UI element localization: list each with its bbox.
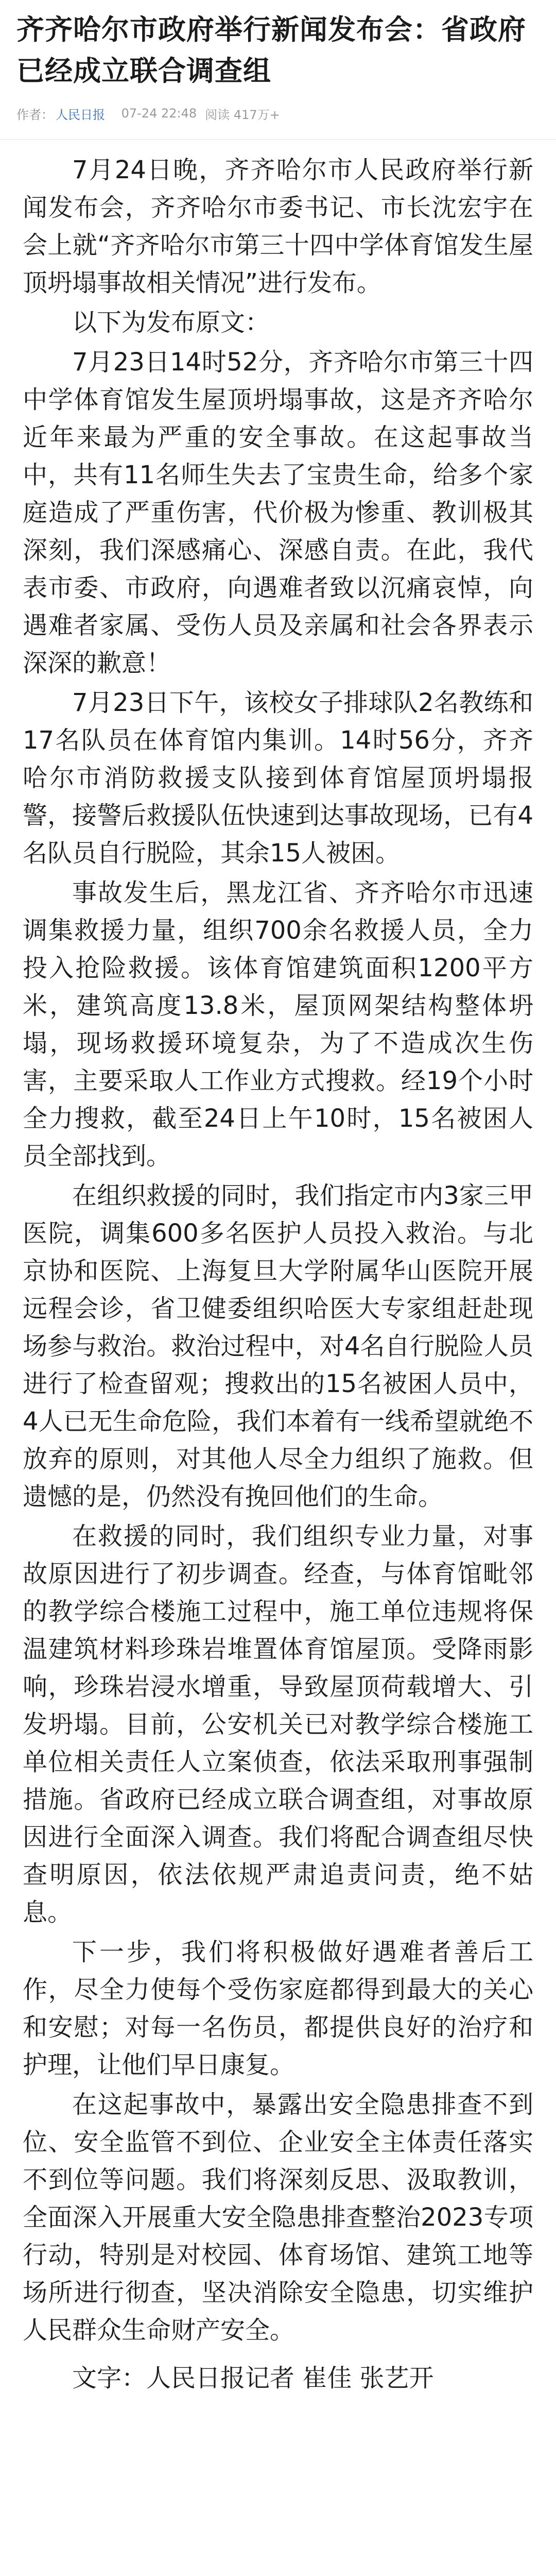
article-title: 齐齐哈尔市政府举行新闻发布会：省政府已经成立联合调查组: [16, 13, 526, 87]
paragraph-4: 7月23日下午，该校女子排球队2名教练和17名队员在体育馆内集训。14时56分，齐齐哈尔市消防救援支队接到体育馆屋顶坍塌报警，接警后救援队伍快速到达事故现场，已有4名队员自行脱险，其余15人被困。: [23, 688, 533, 868]
paragraph-7: 在救援的同时，我们组织专业力量，对事故原因进行了初步调查。经查，与体育馆毗邻的教学综合楼施工过程中，施工单位违规将保温建筑材料珍珠岩堆置体育馆屋顶。受降雨影响，珍珠岩浸水增重，导致屋顶荷载增大、引发坍塌。目前，公安机关已对教学综合楼施工单位相关责任人立案侦查，依法采取刑事强制措施。省政府已经成立联合调查组，对事故原因进行全面深入调查。我们将配合调查组尽快查明原因，依法依规严肃追责问责，绝不姑息。: [23, 1522, 533, 1927]
article-body: [0, 140, 556, 2397]
article-signature: 文字：人民日报记者 崔佳 张艺开: [72, 2364, 434, 2393]
paragraph-8: 下一步，我们将积极做好遇难者善后工作，尽全力使每个受伤家庭都得到最大的关心和安慰；对每一名伤员，都提供良好的治疗和护理，让他们早日康复。: [23, 1938, 533, 2079]
author-label: 作者：: [16, 107, 54, 122]
paragraph-1: 7月24日晚，齐齐哈尔市人民政府举行新闻发布会，齐齐哈尔市委书记、市长沈宏宇在会上就“齐齐哈尔市第三十四中学体育馆发生屋顶坍塌事故相关情况”进行发布。: [23, 156, 533, 297]
publish-time: 07-24 22:48: [121, 106, 197, 121]
paragraph-5: 事故发生后，黑龙江省、齐齐哈尔市迅速调集救援力量，组织700余名救援人员，全力投入抢险救援。该体育馆建筑面积1200平方米，建筑高度13.8米，屋顶网架结构整体坍塌，现场救援环境复杂，为了不造成次生伤害，主要采取人工作业方式搜救。经19个小时全力搜救，截至24日上午10时，15名被困人员全部找到。: [23, 878, 533, 1171]
meta-separator: [111, 106, 115, 121]
paragraph-9: 在这起事故中，暴露出安全隐患排查不到位、安全监管不到位、企业安全主体责任落实不到位等问题。我们将深刻反思、汲取教训，全面深入开展重大安全隐患排查整治2023专项行动，特别是对校园、体育场馆、建筑工地等场所进行彻查，坚决消除安全隐患，切实维护人民群众生命财产安全。: [23, 2090, 533, 2345]
read-count: 阅读 417万+: [205, 107, 280, 122]
paragraph-2: 以下为发布原文：: [72, 308, 270, 337]
author-link[interactable]: 人民日报: [56, 107, 105, 122]
paragraph-3: 7月23日14时52分，齐齐哈尔市第三十四中学体育馆发生屋顶坍塌事故，这是齐齐哈尔近年来最为严重的安全事故。在这起事故当中，共有11名师生失去了宝贵生命，给多个家庭造成了严重伤害，代价极为惨重、教训极其深刻，我们深感痛心、深感自责。在此，我代表市委、市政府，向遇难者致以沉痛哀悼，向遇难者家属、受伤人员及亲属和社会各界表示深深的歉意！: [23, 348, 533, 677]
article-meta: [0, 92, 556, 128]
paragraph-6: 在组织救援的同时，我们指定市内3家三甲医院，调集600多名医护人员投入救治。与北京协和医院、上海复旦大学附属华山医院开展远程会诊，省卫健委组织哈医大专家组赶赴现场参与救治。救治过程中，对4名自行脱险人员进行了检查留观；搜救出的15名被困人员中，4人已无生命危险，我们本着有一线希望就绝不放弃的原则，对其他人尽全力组织了施救。但遗憾的是，仍然没有挽回他们的生命。: [23, 1181, 533, 1511]
